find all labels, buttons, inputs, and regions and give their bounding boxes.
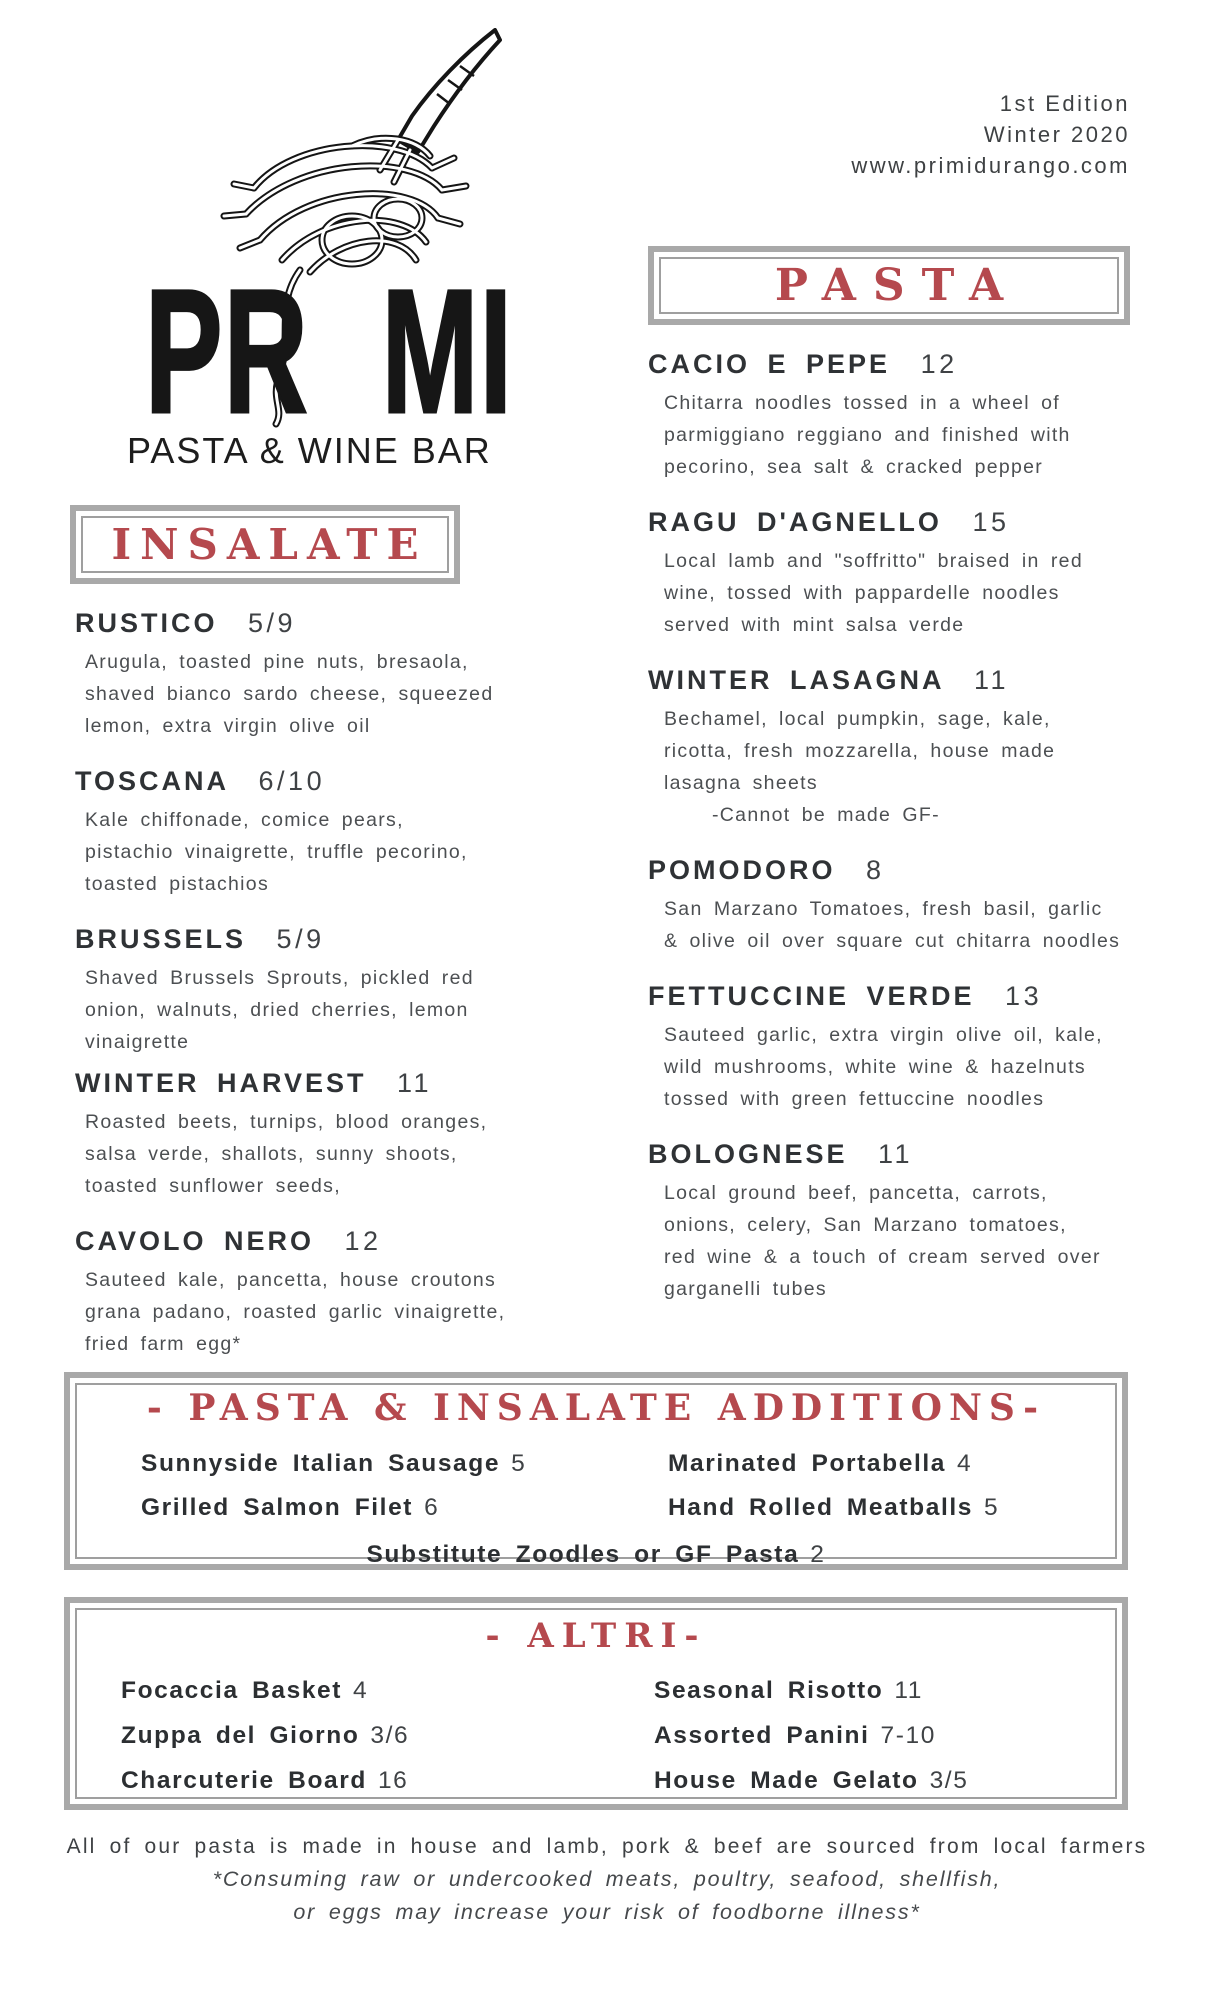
item-price: 6/10 xyxy=(258,766,326,796)
item-header xyxy=(630,1139,1160,1169)
addition-price: 5 xyxy=(511,1450,527,1477)
item-name: RAGU D'AGNELLO xyxy=(648,507,942,537)
item-name: RUSTICO xyxy=(75,608,218,638)
section-title-insalate: INSALATE xyxy=(111,520,428,569)
desc-line: Kale chiffonade, comice pears, xyxy=(85,809,404,831)
addition-price: 5 xyxy=(983,1494,1000,1521)
item-header xyxy=(630,855,1160,885)
desc-line: Local ground beef, pancetta, carrots, xyxy=(664,1182,1048,1204)
consumer-advisory-line1: *Consuming raw or undercooked meats, poultry, seafood, shellfish, xyxy=(212,1867,1002,1891)
item-header xyxy=(57,608,527,638)
pasta-section xyxy=(630,246,1160,1305)
desc-line: San Marzano Tomatoes, fresh basil, garlic xyxy=(664,898,1103,920)
addition-price: 6 xyxy=(424,1494,440,1521)
item-name: BRUSSELS xyxy=(75,924,247,954)
desc-line: onions, celery, San Marzano tomatoes, xyxy=(664,1214,1067,1236)
item-header xyxy=(57,766,527,796)
altri-price: 3/5 xyxy=(929,1767,969,1794)
desc-line: Roasted beets, turnips, blood oranges, xyxy=(85,1111,488,1133)
item-header xyxy=(630,665,1160,695)
altri-item xyxy=(654,1760,1115,1805)
item-note: -Cannot be made GF- xyxy=(712,804,940,826)
altri-price: 16 xyxy=(377,1767,409,1794)
desc-line: grana padano, roasted garlic vinaigrette, xyxy=(85,1301,506,1323)
additions-grid xyxy=(77,1443,1115,1531)
pasta-title-box-inner xyxy=(659,257,1119,314)
desc-line: lasagna sheets xyxy=(664,772,818,794)
insalate-title-box-inner xyxy=(81,516,449,573)
desc-line: Bechamel, local pumpkin, sage, kale, xyxy=(664,708,1051,730)
desc-line: salsa verde, shallots, sunny shoots, xyxy=(85,1143,458,1165)
desc-line: garganelli tubes xyxy=(664,1278,827,1300)
altri-price: 3/6 xyxy=(370,1722,410,1749)
item-header xyxy=(630,981,1160,1011)
altri-name: Seasonal Risotto xyxy=(654,1677,884,1704)
restaurant-logo xyxy=(57,0,527,500)
item-description xyxy=(630,545,1160,641)
altri-price: 11 xyxy=(894,1677,924,1704)
altri-price: 4 xyxy=(353,1677,369,1704)
addition-name: Grilled Salmon Filet xyxy=(141,1494,414,1521)
altri-name: Charcuterie Board xyxy=(121,1767,367,1794)
item-name: BOLOGNESE xyxy=(648,1139,848,1169)
item-price: 13 xyxy=(1005,981,1043,1011)
item-price: 11 xyxy=(397,1068,433,1098)
desc-line: wine, tossed with pappardelle noodles xyxy=(664,582,1060,604)
addition-name: Sunnyside Italian Sausage xyxy=(141,1450,501,1477)
item-price: 5/9 xyxy=(248,608,297,638)
altri-price: 7-10 xyxy=(880,1722,936,1749)
website-url: www.primidurango.com xyxy=(851,153,1130,178)
addition-item xyxy=(668,1443,1115,1487)
altri-name: Zuppa del Giorno xyxy=(121,1722,360,1749)
item-price: 15 xyxy=(972,507,1010,537)
menu-item-bolognese xyxy=(630,1139,1160,1305)
item-description xyxy=(630,1019,1160,1115)
wordmark-left: PR xyxy=(145,254,310,450)
menu-item-cavolo-nero xyxy=(57,1226,527,1360)
item-name: WINTER HARVEST xyxy=(75,1068,367,1098)
altri-name: Assorted Panini xyxy=(654,1722,870,1749)
menu-item-toscana xyxy=(57,766,527,900)
addition-name: Substitute Zoodles or GF Pasta xyxy=(366,1541,800,1568)
menu-item-brussels xyxy=(57,924,527,1058)
desc-line: red wine & a touch of cream served over xyxy=(664,1246,1101,1268)
addition-item xyxy=(141,1443,668,1487)
menu-item-winter-harvest xyxy=(57,1068,527,1202)
item-description xyxy=(630,893,1160,957)
desc-line: onion, walnuts, dried cherries, lemon xyxy=(85,999,469,1021)
item-description xyxy=(57,1106,527,1202)
desc-line: pecorino, sea salt & cracked pepper xyxy=(664,456,1044,478)
item-price: 11 xyxy=(878,1139,914,1169)
edition-info xyxy=(630,88,1130,181)
addition-name: Hand Rolled Meatballs xyxy=(668,1494,973,1521)
desc-line: & olive oil over square cut chitarra noodles xyxy=(664,930,1121,952)
menu-item-ragu-dagnello xyxy=(630,507,1160,641)
item-price: 11 xyxy=(974,665,1010,695)
desc-line: tossed with green fettuccine noodles xyxy=(664,1088,1045,1110)
addition-price: 4 xyxy=(956,1450,973,1477)
item-description xyxy=(630,703,1160,831)
desc-line: toasted pistachios xyxy=(85,873,269,895)
addition-name: Marinated Portabella xyxy=(668,1450,946,1477)
desc-line: Arugula, toasted pine nuts, bresaola, xyxy=(85,651,469,673)
desc-line: toasted sunflower seeds, xyxy=(85,1175,341,1197)
item-header xyxy=(630,349,1160,379)
footer-notes xyxy=(0,1830,1214,1929)
additions-box-inner xyxy=(75,1383,1117,1568)
substitution-line xyxy=(77,1535,1115,1578)
desc-line: served with mint salsa verde xyxy=(664,614,965,636)
item-header xyxy=(630,507,1160,537)
edition-line: 1st Edition xyxy=(999,91,1130,116)
insalate-section xyxy=(57,505,527,1360)
altri-name: House Made Gelato xyxy=(654,1767,919,1794)
addition-item xyxy=(668,1487,1115,1531)
altri-grid xyxy=(77,1670,1115,1805)
item-description xyxy=(57,962,527,1058)
section-title-altri: - ALTRI- xyxy=(485,1616,707,1656)
desc-line: lemon, extra virgin olive oil xyxy=(85,715,371,737)
pasta-title-box xyxy=(648,246,1130,325)
item-description xyxy=(57,804,527,900)
brand-wordmark xyxy=(145,254,514,450)
wordmark-right: MI xyxy=(381,254,514,450)
desc-line: pistachio vinaigrette, truffle pecorino, xyxy=(85,841,468,863)
sourcing-note: All of our pasta is made in house and lamb, pork & beef are sourced from local farmers xyxy=(66,1835,1148,1858)
section-title-pasta: PASTA xyxy=(774,260,1021,311)
altri-item xyxy=(654,1715,1115,1760)
menu-item-fettuccine-verde xyxy=(630,981,1160,1115)
desc-line: Sauteed garlic, extra virgin olive oil, kale, xyxy=(664,1024,1103,1046)
consumer-advisory-line2: or eggs may increase your risk of foodborne illness* xyxy=(293,1900,921,1924)
brand-tagline: PASTA & WINE BAR xyxy=(127,430,492,471)
item-description xyxy=(57,646,527,742)
desc-line: parmiggiano reggiano and finished with xyxy=(664,424,1071,446)
addition-price: 2 xyxy=(810,1541,826,1568)
item-header xyxy=(57,924,527,954)
item-name: TOSCANA xyxy=(75,766,229,796)
altri-item xyxy=(121,1760,654,1805)
altri-item xyxy=(654,1670,1115,1715)
desc-line: fried farm egg* xyxy=(85,1333,242,1355)
item-price: 12 xyxy=(344,1226,382,1256)
altri-box xyxy=(64,1597,1128,1810)
season-line: Winter 2020 xyxy=(983,122,1130,147)
menu-item-winter-lasagna xyxy=(630,665,1160,831)
item-price: 12 xyxy=(920,349,958,379)
desc-line: Sauteed kale, pancetta, house croutons xyxy=(85,1269,497,1291)
item-name: WINTER LASAGNA xyxy=(648,665,944,695)
desc-line: ricotta, fresh mozzarella, house made xyxy=(664,740,1056,762)
desc-line: Local lamb and "soffritto" braised in red xyxy=(664,550,1083,572)
item-description xyxy=(630,1177,1160,1305)
item-name: POMODORO xyxy=(648,855,836,885)
menu-item-cacio-e-pepe xyxy=(630,349,1160,483)
altri-item xyxy=(121,1670,654,1715)
addition-item xyxy=(141,1487,668,1531)
item-header xyxy=(57,1068,527,1098)
desc-line: vinaigrette xyxy=(85,1031,190,1053)
desc-line: Chitarra noodles tossed in a wheel of xyxy=(664,392,1060,414)
desc-line: shaved bianco sardo cheese, squeezed xyxy=(85,683,494,705)
altri-item xyxy=(121,1715,654,1760)
item-name: CACIO E PEPE xyxy=(648,349,891,379)
item-description xyxy=(57,1264,527,1360)
item-price: 8 xyxy=(866,855,885,885)
altri-name: Focaccia Basket xyxy=(121,1677,343,1704)
additions-box xyxy=(64,1372,1128,1570)
item-description xyxy=(630,387,1160,483)
item-header xyxy=(57,1226,527,1256)
menu-item-pomodoro xyxy=(630,855,1160,957)
altri-box-inner xyxy=(75,1608,1117,1799)
insalate-title-box xyxy=(70,505,460,584)
desc-line: Shaved Brussels Sprouts, pickled red xyxy=(85,967,474,989)
item-name: CAVOLO NERO xyxy=(75,1226,315,1256)
desc-line: wild mushrooms, white wine & hazelnuts xyxy=(664,1056,1086,1078)
item-price: 5/9 xyxy=(276,924,325,954)
menu-item-rustico xyxy=(57,608,527,742)
item-name: FETTUCCINE VERDE xyxy=(648,981,975,1011)
section-title-additions: - PASTA & INSALATE ADDITIONS- xyxy=(146,1387,1046,1429)
